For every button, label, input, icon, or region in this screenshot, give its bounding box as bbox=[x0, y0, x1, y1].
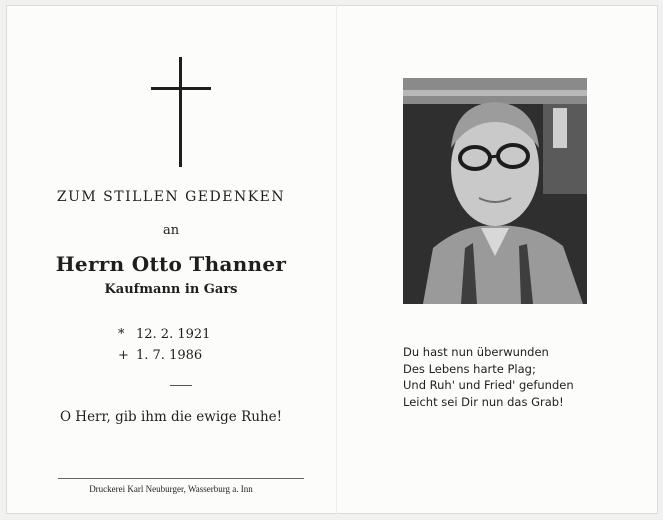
birth-symbol: * bbox=[118, 327, 125, 342]
deceased-role: Kaufmann in Gars bbox=[104, 282, 238, 297]
poem bbox=[403, 344, 574, 410]
poem-line: Des Lebens harte Plag; bbox=[403, 361, 536, 376]
poem-line: Leicht sei Dir nun das Grab! bbox=[403, 394, 564, 409]
death-row bbox=[118, 345, 210, 366]
memorial-heading: ZUM STILLEN GEDENKEN bbox=[56, 189, 286, 205]
right-panel bbox=[337, 5, 658, 514]
prayer-text: O Herr, gib ihm die ewige Ruhe! bbox=[59, 409, 283, 425]
portrait-photo bbox=[403, 78, 587, 304]
life-dates bbox=[118, 324, 210, 366]
poem-line: Du hast nun überwunden bbox=[403, 345, 549, 359]
cross-icon bbox=[151, 57, 211, 167]
death-date: 1. 7. 1986 bbox=[136, 348, 203, 363]
poem-line: Und Ruh' und Fried' gefunden bbox=[403, 378, 574, 392]
printer-rule bbox=[58, 478, 304, 479]
printer-credit: Druckerei Karl Neuburger, Wasserburg a. Inn bbox=[89, 484, 253, 494]
birth-row bbox=[118, 324, 210, 345]
death-symbol: + bbox=[118, 348, 129, 363]
separator-dash bbox=[170, 385, 192, 386]
deceased-name: Herrn Otto Thanner bbox=[55, 252, 287, 276]
memorial-an: an bbox=[162, 223, 180, 238]
birth-date: 12. 2. 1921 bbox=[136, 327, 211, 342]
left-panel bbox=[6, 5, 336, 514]
